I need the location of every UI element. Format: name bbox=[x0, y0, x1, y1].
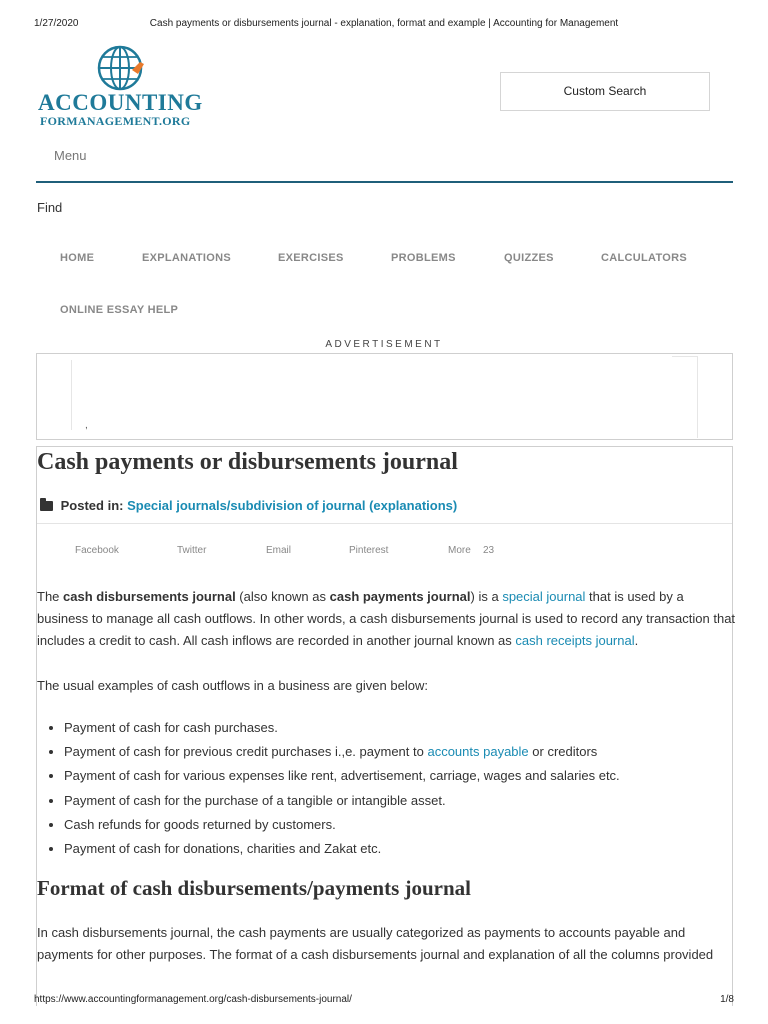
share-email[interactable]: Email bbox=[266, 545, 292, 556]
posted-in-label: Posted in: bbox=[60, 498, 124, 513]
logo-text-accounting: ACCOUNTING bbox=[38, 90, 203, 115]
list-item: • Payment of cash for various expenses like rent, advertisement, carriage, wages and salaries etc. bbox=[64, 764, 724, 788]
nav-explanations[interactable]: EXPLANATIONS bbox=[142, 252, 231, 264]
share-divider bbox=[37, 523, 732, 524]
share-pinterest[interactable]: Pinterest bbox=[349, 545, 389, 556]
site-logo[interactable] bbox=[38, 44, 208, 126]
format-paragraph: In cash disbursements journal, the cash payments are usually categorized as payments to accounts payable and payments for other purposes. The format of a cash disbursements journal and explanation of all the columns provided bbox=[37, 925, 714, 962]
list-item: • Payment of cash for cash purchases. bbox=[64, 716, 724, 740]
nav-online-essay-help[interactable]: ONLINE ESSAY HELP bbox=[60, 304, 179, 316]
share-facebook[interactable]: Facebook bbox=[75, 545, 119, 556]
globe-icon bbox=[96, 44, 148, 92]
share-count: 23 bbox=[483, 545, 495, 556]
accounts-payable-link[interactable]: accounts payable bbox=[427, 744, 529, 760]
list-item-text: or creditors bbox=[528, 744, 598, 760]
ad-frame-line bbox=[672, 356, 698, 357]
intro-text: that is used by a business to manage all cash outflows. In other words, a cash disbursements journal is used to record any transaction that includes a credit to cash. All cash inflows are recorded in another journal known as bbox=[37, 589, 736, 648]
posted-in bbox=[40, 498, 457, 513]
intro-text: . bbox=[634, 633, 639, 648]
folder-icon bbox=[40, 501, 53, 511]
cash-receipts-journal-link[interactable]: cash receipts journal bbox=[515, 633, 635, 648]
share-more[interactable]: More bbox=[448, 545, 471, 556]
examples-intro: The usual examples of cash outflows in a business are given below: bbox=[37, 678, 428, 693]
nav-quizzes[interactable]: QUIZZES bbox=[504, 252, 554, 264]
intro-text: The bbox=[37, 589, 64, 604]
print-page-title: Cash payments or disbursements journal - explanation, format and example | Accounting for Management bbox=[149, 18, 619, 29]
print-page-number: 1/8 bbox=[720, 994, 734, 1005]
list-item: • Payment of cash for donations, charities and Zakat etc. bbox=[64, 837, 724, 861]
nav-home[interactable]: HOME bbox=[60, 252, 95, 264]
find-label: Find bbox=[37, 200, 63, 215]
section-heading: Format of cash disbursements/payments journal bbox=[37, 876, 471, 900]
advertisement-box[interactable] bbox=[36, 353, 733, 440]
menu-toggle[interactable]: Menu bbox=[54, 148, 87, 163]
header-divider bbox=[36, 181, 733, 183]
advertisement-label: ADVERTISEMENT bbox=[325, 339, 443, 350]
print-footer bbox=[34, 994, 734, 1008]
ad-frame-line bbox=[71, 360, 72, 430]
logo-text-domain: FORMANAGEMENT.ORG bbox=[40, 114, 191, 128]
nav-problems[interactable]: PROBLEMS bbox=[391, 252, 456, 264]
intro-bold-term: cash disbursements journal bbox=[63, 589, 236, 604]
special-journal-link[interactable]: special journal bbox=[502, 589, 586, 604]
examples-list bbox=[37, 716, 724, 861]
article-title: Cash payments or disbursements journal bbox=[37, 449, 458, 475]
nav-calculators[interactable]: CALCULATORS bbox=[601, 252, 687, 264]
print-date: 1/27/2020 bbox=[34, 18, 79, 29]
ad-frame-line bbox=[697, 356, 698, 438]
print-header bbox=[34, 18, 734, 32]
list-item-text: Payment of cash for previous credit purchases i.,e. payment to bbox=[64, 744, 428, 760]
list-item bbox=[64, 740, 724, 764]
intro-bold-term: cash payments journal bbox=[329, 589, 471, 604]
share-twitter[interactable]: Twitter bbox=[177, 545, 207, 556]
list-item: • Cash refunds for goods returned by customers. bbox=[64, 813, 724, 837]
nav-exercises[interactable]: EXERCISES bbox=[278, 252, 344, 264]
category-link[interactable]: Special journals/subdivision of journal (explanations) bbox=[127, 498, 458, 513]
custom-search-box[interactable]: Custom Search bbox=[500, 72, 710, 111]
intro-text: ) is a bbox=[470, 589, 503, 604]
intro-paragraph bbox=[37, 586, 737, 652]
ad-mark: , bbox=[85, 420, 88, 431]
intro-text: (also known as bbox=[235, 589, 330, 604]
print-url: https://www.accountingformanagement.org/cash-disbursements-journal/ bbox=[34, 994, 352, 1005]
list-item: • Payment of cash for the purchase of a tangible or intangible asset. bbox=[64, 789, 724, 813]
